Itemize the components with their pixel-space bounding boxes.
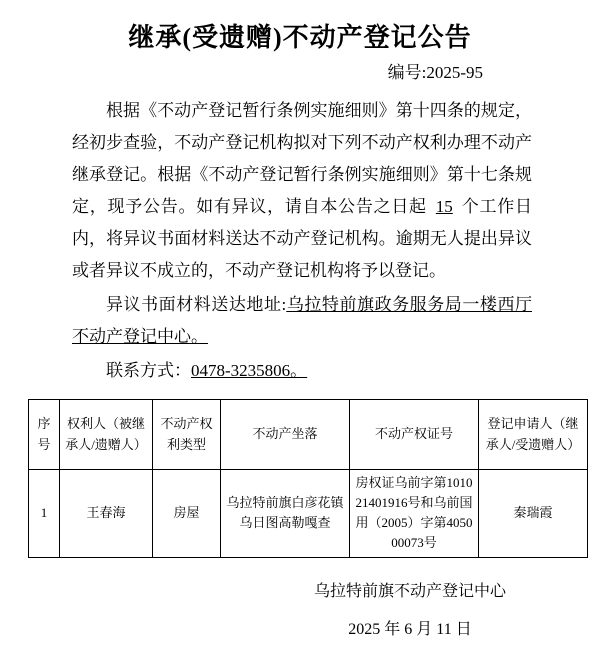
address-value: 乌拉特前旗政务服务局一楼西厅不动产登记中心。 — [72, 295, 533, 346]
objection-days-value: 15 — [435, 197, 453, 216]
registration-table — [28, 399, 588, 558]
signature-block — [0, 580, 600, 642]
doc-number-value: 2025-95 — [426, 63, 483, 82]
column-header-index: 序号 — [29, 400, 60, 470]
doc-number — [0, 63, 600, 83]
contact-paragraph — [72, 355, 532, 387]
contact-label: 联系方式： — [106, 361, 191, 380]
column-header-rights-holder: 权利人（被继承人/遗赠人） — [60, 400, 153, 470]
doc-number-label: 编号: — [387, 63, 427, 82]
address-label: 异议书面材料送达地址: — [106, 295, 287, 314]
cell-applicant: 秦瑞霞 — [479, 470, 588, 558]
cell-rights-holder: 王春海 — [60, 470, 153, 558]
page-title: 继承(受遗赠)不动产登记公告 — [128, 23, 472, 52]
address-paragraph — [72, 289, 532, 353]
cell-location: 乌拉特前旗白彦花镇乌日图高勒嘎查 — [221, 470, 350, 558]
column-header-right-type: 不动产权利类型 — [153, 400, 221, 470]
contact-phone-value: 0478-3235806。 — [191, 361, 308, 380]
issue-date: 2025 年 6 月 11 日 — [348, 620, 472, 638]
cell-certificate-no: 房权证乌前字第101021401916号和乌前国用（2005）字第405000073号 — [350, 470, 479, 558]
cell-right-type: 房屋 — [153, 470, 221, 558]
issuing-organization: 乌拉特前旗不动产登记中心 — [313, 582, 506, 600]
notice-text-after-days: 个工作日内，将异议书面材料送达不动产登记机构。逾期无人提出异议或者异议不成立的，不动产登记机构将予以登记。 — [72, 197, 533, 280]
column-header-applicant: 登记申请人（继承人/受遗赠人） — [479, 400, 588, 470]
notice-paragraph-main — [72, 95, 532, 287]
cell-index: 1 — [29, 470, 60, 558]
column-header-certificate-no: 不动产权证号 — [350, 400, 479, 470]
notice-text-before-days: 根据《不动产登记暂行条例实施细则》第十四条的规定，经初步查验，不动产登记机构拟对下列不动产权利办理不动产继承登记。根据《不动产登记暂行条例实施细则》第十七条规定，现予公告。如有异议，请自本公告之日起 — [72, 101, 532, 216]
notice-body — [72, 95, 532, 387]
table-header-row — [29, 400, 588, 470]
column-header-location: 不动产坐落 — [221, 400, 350, 470]
table-row — [29, 470, 588, 558]
